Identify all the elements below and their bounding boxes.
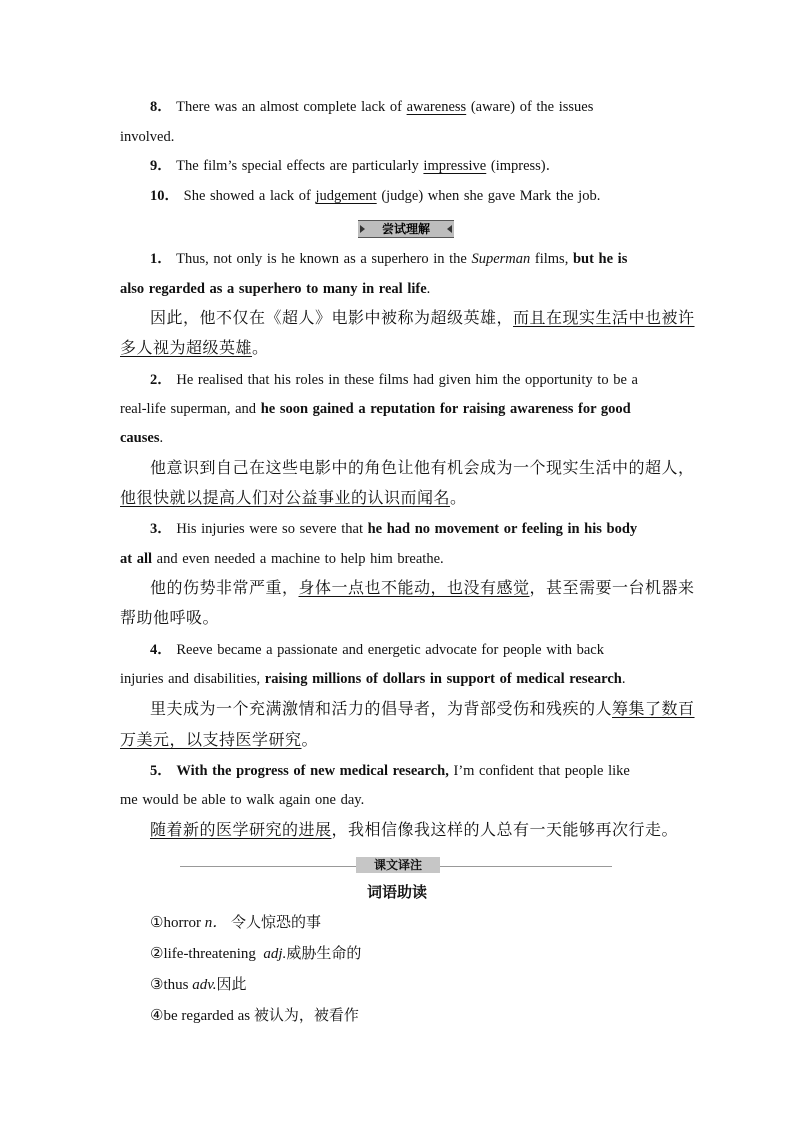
punctuation: . xyxy=(621,671,626,687)
punctuation: 。 xyxy=(450,488,467,507)
vocab-meaning: 威胁生命的 xyxy=(286,944,362,962)
key-phrase: also regarded as a superhero to many in real life xyxy=(120,281,427,297)
item-marker: ④ xyxy=(150,1008,164,1024)
translation-key: 身体一点也不能动，也没有感觉 xyxy=(298,578,530,597)
question-continuation: involved. xyxy=(120,129,175,145)
vocab-term: be regarded as xyxy=(163,1008,251,1024)
sentence-1-zh-line2 xyxy=(120,333,675,363)
translation-key: 随着新的医学研究的进展 xyxy=(150,820,332,839)
key-phrase: raising millions of dollars in support of medical research xyxy=(264,671,622,687)
sentence-4-en-line2 xyxy=(120,664,675,694)
translation-key: 万美元，以支持医学研究 xyxy=(120,730,302,749)
vocab-meaning: 因此 xyxy=(216,975,247,993)
punctuation: . xyxy=(426,281,431,297)
question-text: She showed a lack of xyxy=(183,188,311,204)
sentence-3-zh-line1 xyxy=(150,573,695,603)
sentence-text: Reeve became a passionate and energetic advocate for people with back xyxy=(176,642,604,658)
part-of-speech: adj. xyxy=(263,946,287,962)
section-banner: 尝试理解 xyxy=(358,220,454,238)
sentence-number: 2． xyxy=(150,372,172,388)
sentence-5-zh-line1 xyxy=(150,815,679,845)
sentence-text: His injuries were so severe that xyxy=(176,521,363,537)
translation-key: 他很快就以提高人们对公益事业的认识而闻名 xyxy=(120,488,451,507)
key-phrase: but he is xyxy=(572,251,628,267)
sentence-5-en-line1 xyxy=(150,756,675,786)
vocab-item xyxy=(150,938,361,969)
sentence-text: real-life superman, and xyxy=(120,401,257,417)
translation-text: 他的伤势非常严重， xyxy=(150,578,299,597)
sentence-3-zh-line2 xyxy=(120,603,675,633)
vocab-meaning: 被认为，被看作 xyxy=(253,1006,359,1024)
sentence-1-zh-line1 xyxy=(150,303,695,333)
item-marker: ③ xyxy=(150,977,164,993)
answer-word: impressive xyxy=(423,158,487,174)
question-number: 8． xyxy=(150,99,172,115)
part-of-speech: adv. xyxy=(192,977,217,993)
question-number: 9． xyxy=(150,158,172,174)
question-8-line2 xyxy=(120,122,675,152)
sentence-2-zh-line2 xyxy=(120,483,675,513)
question-text: The film’s special effects are particularly xyxy=(176,158,419,174)
sentence-4-zh-line1 xyxy=(150,694,695,724)
sentence-2-en-line3 xyxy=(120,423,675,453)
vocab-heading: 词语助读 xyxy=(366,883,427,901)
sentence-2-zh-line1 xyxy=(150,453,695,483)
item-marker: ② xyxy=(150,946,164,962)
vocab-term: thus xyxy=(163,977,189,993)
question-number: 10． xyxy=(150,188,179,204)
sentence-1-en-line2 xyxy=(120,274,675,304)
punctuation: . xyxy=(159,430,164,446)
sentence-text: me would be able to walk again one day. xyxy=(120,792,365,808)
translation-key: 多人视为超级英雄 xyxy=(120,338,253,357)
sentence-5-en-line2 xyxy=(120,785,675,815)
sentence-text: and even needed a machine to help him breathe. xyxy=(156,551,444,567)
sentence-3-en-line1 xyxy=(150,514,675,544)
answer-word: judgement xyxy=(315,188,377,204)
vocab-meaning: 令人惊恐的事 xyxy=(230,913,321,931)
sentence-number: 4． xyxy=(150,642,172,658)
question-hint: (aware) of the issues xyxy=(470,99,594,115)
vocab-item xyxy=(150,907,321,938)
question-hint: (judge) when she gave Mark the job. xyxy=(381,188,601,204)
translation-text: ，甚至需要一台机器来 xyxy=(529,578,695,597)
sentence-text: He realised that his roles in these films had given him the opportunity to be a xyxy=(176,372,638,388)
sentence-4-zh-line2 xyxy=(120,725,675,755)
key-phrase: he soon gained a reputation for raising awareness for good xyxy=(260,401,631,417)
sentence-4-en-line1 xyxy=(150,635,675,665)
vocab-term: life-threatening xyxy=(163,946,256,962)
sentence-number: 3． xyxy=(150,521,172,537)
translation-text: 因此，他不仅在《超人》电影中被称为超级英雄， xyxy=(150,308,514,327)
film-title: Superman xyxy=(471,251,531,267)
sentence-number: 5． xyxy=(150,763,172,779)
key-phrase: causes xyxy=(120,430,160,446)
sentence-text: films, xyxy=(534,251,569,267)
item-marker: ① xyxy=(150,915,164,931)
question-hint: (impress)． xyxy=(490,158,561,174)
key-phrase: With the progress of new medical research, xyxy=(176,763,449,779)
sentence-1-en-line1 xyxy=(150,244,675,274)
question-10 xyxy=(150,181,675,211)
key-phrase: he had no movement or feeling in his body xyxy=(367,521,638,537)
vocab-item xyxy=(150,969,247,1000)
sentence-text: I’m confident that people like xyxy=(453,763,630,779)
divider-title: 课文译注 xyxy=(356,857,440,873)
punctuation: 。 xyxy=(252,338,269,357)
sentence-text: Thus, not only is he known as a superhero in the xyxy=(176,251,467,267)
translation-text: 帮助他呼吸。 xyxy=(120,608,220,627)
punctuation: 。 xyxy=(301,730,319,749)
translation-key: 筹集了数百 xyxy=(612,699,695,718)
translation-key: 而且在现实生活中也被许 xyxy=(513,308,695,327)
sentence-number: 1． xyxy=(150,251,172,267)
sentence-2-en-line1 xyxy=(150,365,675,395)
sentence-2-en-line2 xyxy=(120,394,675,424)
vocab-item xyxy=(150,1000,359,1031)
vocab-term: horror xyxy=(163,915,201,931)
translation-text: 里夫成为一个充满激情和活力的倡导者，为背部受伤和残疾的人 xyxy=(150,699,613,718)
key-phrase: at all xyxy=(120,551,153,567)
sentence-text: injuries and disabilities, xyxy=(120,671,261,687)
question-9 xyxy=(150,151,675,181)
part-of-speech: n． xyxy=(204,915,228,931)
question-text: There was an almost complete lack of xyxy=(176,99,402,115)
sentence-3-en-line2 xyxy=(120,544,675,574)
translation-text: 他意识到自己在这些电影中的角色让他有机会成为一个现实生活中的超人， xyxy=(150,458,695,477)
question-8-line1 xyxy=(150,92,675,122)
answer-word: awareness xyxy=(406,99,467,115)
translation-text: ，我相信像我这样的人总有一天能够再次行走。 xyxy=(331,820,679,839)
